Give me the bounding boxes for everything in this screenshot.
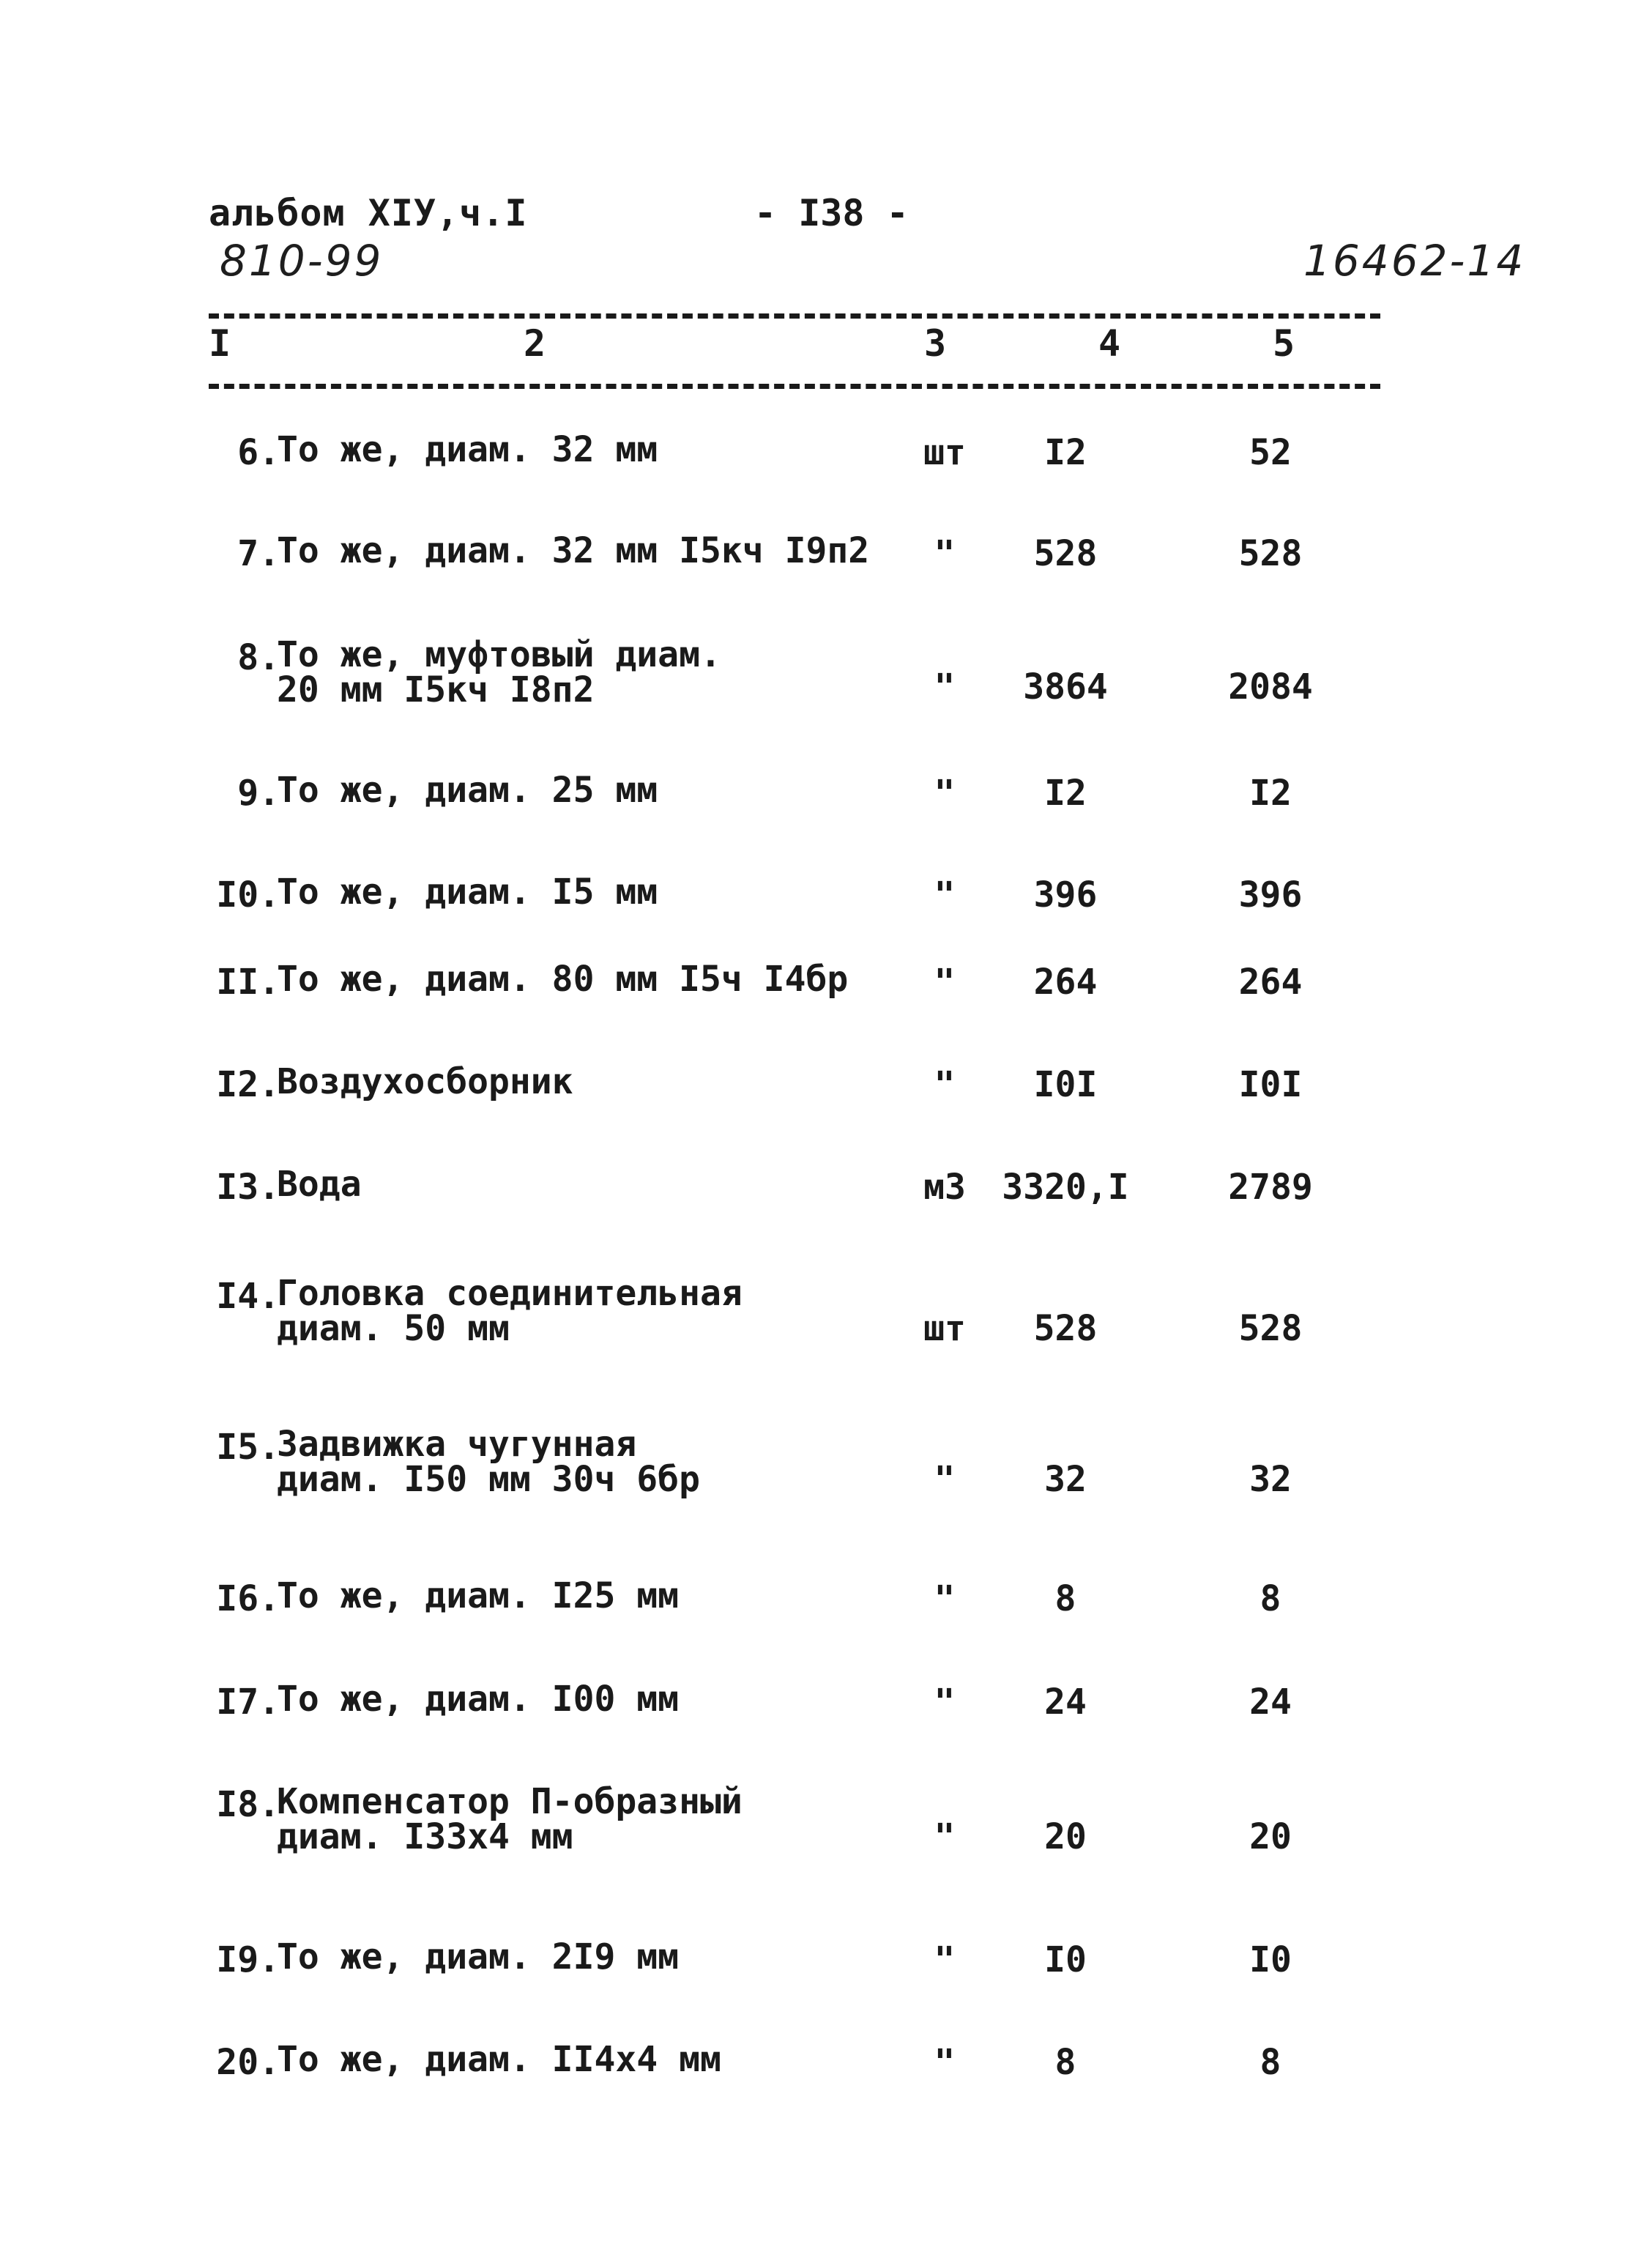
row-number: 9. — [237, 773, 280, 814]
row-unit: " — [934, 962, 956, 1003]
column-header-1: I — [209, 322, 231, 365]
row-number: I0. — [216, 874, 280, 915]
row-unit: " — [934, 666, 956, 707]
row-quantity-col4: 264 — [1033, 962, 1098, 1003]
row-description: То же, диам. 2I9 мм — [277, 1936, 680, 1977]
row-description: То же, диам. 80 мм I5ч I4бр — [277, 959, 849, 1000]
row-quantity-col4: I0I — [1033, 1064, 1098, 1105]
row-quantity-col5: 2084 — [1228, 666, 1313, 707]
row-description: То же, диам. I5 мм — [277, 872, 658, 913]
row-quantity-col4: 8 — [1054, 1578, 1076, 1619]
column-header-3: 3 — [924, 322, 947, 365]
row-quantity-col4: 3864 — [1023, 666, 1108, 707]
row-quantity-col5: 528 — [1238, 533, 1303, 574]
row-quantity-col5: I0I — [1238, 1064, 1303, 1105]
row-quantity-col4: I2 — [1044, 773, 1087, 814]
row-number: 7. — [237, 533, 280, 574]
row-quantity-col5: 528 — [1238, 1308, 1303, 1349]
row-number: I3. — [216, 1167, 280, 1208]
row-number: II. — [216, 962, 280, 1003]
row-quantity-col4: 24 — [1044, 1682, 1087, 1723]
row-description: То же, диам. I00 мм — [277, 1679, 680, 1720]
row-description: Головка соединительная диам. 50 мм — [277, 1273, 743, 1349]
row-number: I9. — [216, 1939, 280, 1980]
row-unit: " — [934, 773, 956, 814]
row-quantity-col5: 396 — [1238, 874, 1303, 915]
album-reference: альбом XIУ,ч.I — [209, 192, 528, 234]
handwritten-code-left: 810-99 — [220, 236, 384, 286]
row-unit: " — [934, 874, 956, 915]
row-unit: " — [934, 1064, 956, 1105]
row-quantity-col4: 8 — [1054, 2042, 1076, 2083]
row-description: Вода — [277, 1164, 362, 1205]
row-unit: " — [934, 1816, 956, 1857]
row-quantity-col5: 8 — [1260, 1578, 1281, 1619]
row-unit: " — [934, 533, 956, 574]
row-unit: " — [934, 1459, 956, 1500]
row-description: То же, диам. 25 мм — [277, 770, 658, 811]
row-quantity-col4: 32 — [1044, 1459, 1087, 1500]
row-unit: м3 — [923, 1167, 966, 1208]
row-description: То же, диам. I25 мм — [277, 1575, 680, 1616]
row-description: Воздухосборник — [277, 1061, 573, 1102]
row-quantity-col4: 528 — [1033, 1308, 1098, 1349]
handwritten-code-right: 16462-14 — [1303, 236, 1526, 286]
row-unit: " — [934, 2042, 956, 2083]
row-quantity-col4: 528 — [1033, 533, 1098, 574]
row-description: Компенсатор П-образный диам. I33х4 мм — [277, 1781, 743, 1857]
row-quantity-col5: 20 — [1249, 1816, 1292, 1857]
row-quantity-col5: 24 — [1249, 1682, 1292, 1723]
row-quantity-col4: I2 — [1044, 432, 1087, 473]
row-number: I4. — [216, 1276, 280, 1317]
column-header-5: 5 — [1273, 322, 1295, 365]
row-quantity-col5: 8 — [1260, 2042, 1281, 2083]
row-quantity-col5: 264 — [1238, 962, 1303, 1003]
row-number: I6. — [216, 1578, 280, 1619]
row-quantity-col4: 396 — [1033, 874, 1098, 915]
page-number: - I38 - — [754, 192, 909, 234]
row-number: 20. — [216, 2042, 280, 2083]
row-number: 6. — [237, 432, 280, 473]
row-number: 8. — [237, 637, 280, 678]
row-number: I8. — [216, 1784, 280, 1825]
row-description: То же, диам. 32 мм I5кч I9п2 — [277, 530, 870, 571]
row-number: I2. — [216, 1064, 280, 1105]
row-unit: " — [934, 1939, 956, 1980]
row-description: То же, муфтовый диам. 20 мм I5кч I8п2 — [277, 634, 721, 710]
row-quantity-col5: 2789 — [1228, 1167, 1313, 1208]
row-unit: шт — [923, 432, 966, 473]
row-number: I5. — [216, 1427, 280, 1468]
table-header-rule-top — [209, 313, 1380, 319]
row-number: I7. — [216, 1682, 280, 1723]
row-quantity-col4: 3320,I — [1002, 1167, 1129, 1208]
column-header-2: 2 — [524, 322, 546, 365]
column-header-4: 4 — [1098, 322, 1121, 365]
row-unit: шт — [923, 1308, 966, 1349]
row-unit: " — [934, 1578, 956, 1619]
table-header-rule-bottom — [209, 384, 1380, 389]
row-quantity-col5: 52 — [1249, 432, 1292, 473]
row-unit: " — [934, 1682, 956, 1723]
row-description: То же, диам. 32 мм — [277, 429, 658, 470]
row-description: Задвижка чугунная диам. I50 мм 30ч 6бр — [277, 1424, 700, 1500]
row-description: То же, диам. II4х4 мм — [277, 2039, 721, 2080]
row-quantity-col5: I2 — [1249, 773, 1292, 814]
row-quantity-col4: I0 — [1044, 1939, 1087, 1980]
row-quantity-col5: 32 — [1249, 1459, 1292, 1500]
row-quantity-col4: 20 — [1044, 1816, 1087, 1857]
row-quantity-col5: I0 — [1249, 1939, 1292, 1980]
